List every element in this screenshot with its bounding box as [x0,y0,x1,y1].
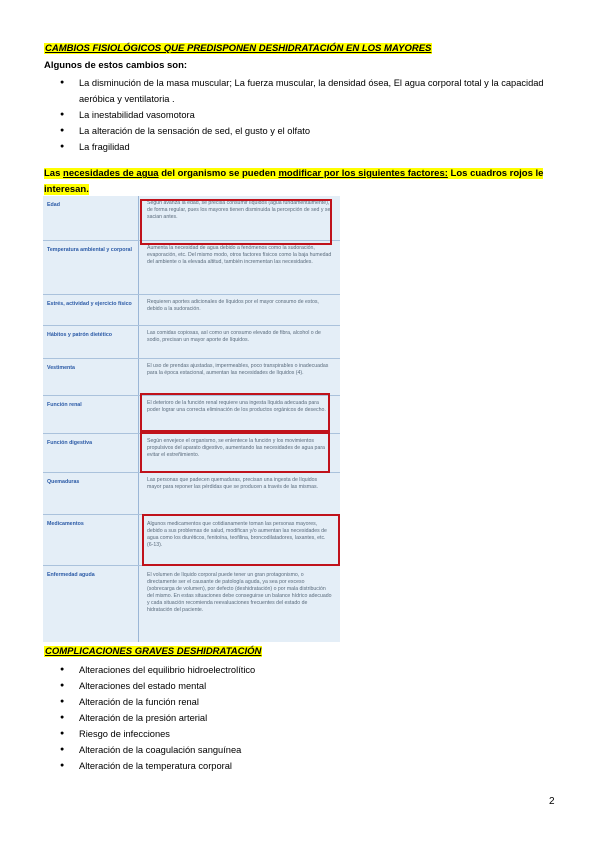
factor-text: Las comidas copiosas, así como un consumo elevado de fibra, alcohol o de sodio, precisan un mayor aporte de líquidos. [147,330,321,343]
red-box-funcion-digestiva [140,432,330,473]
factor-label: Quemaduras [47,479,80,485]
table-row [43,473,340,511]
req-text-2: necesidades de agua [63,168,159,179]
list-item: ● Alteraciones del equilibrio hidroelectrolítico [60,662,550,678]
factor-text: Según envejece el organismo, se enlentece la función y los movimientos propulsivos del aparato digestivo, aumentando las necesidades de agua para evitar el estreñimiento. [147,438,325,458]
factor-text: Algunos medicamentos que cotidianamente toman las personas mayores, debido a sus problemas de salud, modifican y/o aumentan las necesidades de agua como los diuréticos, fenitoína, teofilina, broncodilatadores, laxantes, etc. (6-13). [147,521,327,548]
table-row [43,359,340,395]
list-item: ● Alteraciones del estado mental [60,678,550,694]
red-box-funcion-renal [140,393,330,432]
factor-label: Función digestiva [47,440,93,446]
factor-label: Vestimenta [47,365,75,371]
req-text-3: del organismo se pueden [158,168,279,179]
red-box-edad [140,199,332,245]
list-item: ● Alteración de la presión arterial [60,710,550,726]
factor-text: El deterioro de la función renal requiere una ingesta líquida adecuada para poder lograr una correcta eliminación de los productos orgánicos de desecho. [147,400,326,413]
table-row [43,241,340,294]
requirements-paragraph [44,166,544,198]
complications-list [60,662,550,774]
list-item: ● Alteración de la temperatura corporal [60,758,550,774]
factor-text: El volumen de líquido corporal puede tener un gran protagonismo, o directamente ser el causante de patología aguda, ya sea por exceso (sobrecarga de volumen), por defecto (deshidratación) o por mala distribución del mismo. En estas situaciones debe conseguirse un balance hídrico adecuado y cada situación recomienda reevaluaciones frecuentes del estado de hidratación del paciente. [147,572,332,613]
changes-list [60,75,550,155]
factor-text: Requieren aportes adicionales de líquidos por el mayor consumo de estos, debido a la sudoración. [147,299,319,312]
factor-text: Aumenta la necesidad de agua debido a fenómenos como la sudoración, evaporación, etc. Del mismo modo, otros factores físicos como la baja humedad del ambiente o la elevada altitud, también incrementan las necesidades. [147,245,332,265]
factor-text: Según avanza la edad, se precisa consumir líquidos (agua fundamentalmente), de forma regular, pues los mayores tienen disminuida la percepción de sed y se sacian antes. [147,200,331,220]
factor-label: Hábitos y patrón dietético [47,332,113,338]
list-item: ● La fragilidad [60,139,550,155]
heading-physiological-changes: CAMBIOS FISIOLÓGICOS QUE PREDISPONEN DESHIDRATACIÓN EN LOS MAYORES [45,43,432,54]
table-row [43,295,340,325]
red-box-medicamentos [142,514,340,566]
req-text-4: modificar por los siguientes factores: [278,168,448,179]
factor-text: El uso de prendas ajustadas, impermeables, poco transpirables o inadecuadas para la época estacional, aumentan las necesidades de líquidos (4). [147,363,329,376]
factor-label: Función renal [47,402,82,408]
list-item: ● La disminución de la masa muscular; La fuerza muscular, la densidad ósea, El agua corporal total y la capacidad aeróbica y ventilatoria . [60,75,550,107]
table-row [43,566,340,642]
list-item: ● Alteración de la coagulación sanguínea [60,742,550,758]
factor-label: Temperatura ambiental y corporal [47,247,132,253]
list-item: ● La alteración de la sensación de sed, el gusto y el olfato [60,123,550,139]
factor-label: Edad [47,202,60,208]
table-row [43,326,340,356]
list-item: ● Alteración de la función renal [60,694,550,710]
list-item: ● La inestabilidad vasomotora [60,107,550,123]
factor-label: Estrés, actividad y ejercicio físico [47,301,132,307]
factor-label: Enfermedad aguda [47,572,95,578]
req-text-5: Los cuadros rojos le interesan. [44,168,544,195]
page-number: 2 [549,796,555,807]
heading-complications: COMPLICACIONES GRAVES DESHIDRATACIÓN [45,646,262,657]
list-item: ● Riesgo de infecciones [60,726,550,742]
factor-label: Medicamentos [47,521,84,527]
factor-text: Las personas que padecen quemaduras, precisan una ingesta de líquidos mayor para reponer las pérdidas que se producen a través de las mismas. [147,477,318,490]
req-text-1: Las [44,168,64,179]
subheading-changes: Algunos de estos cambios son: [44,60,188,71]
